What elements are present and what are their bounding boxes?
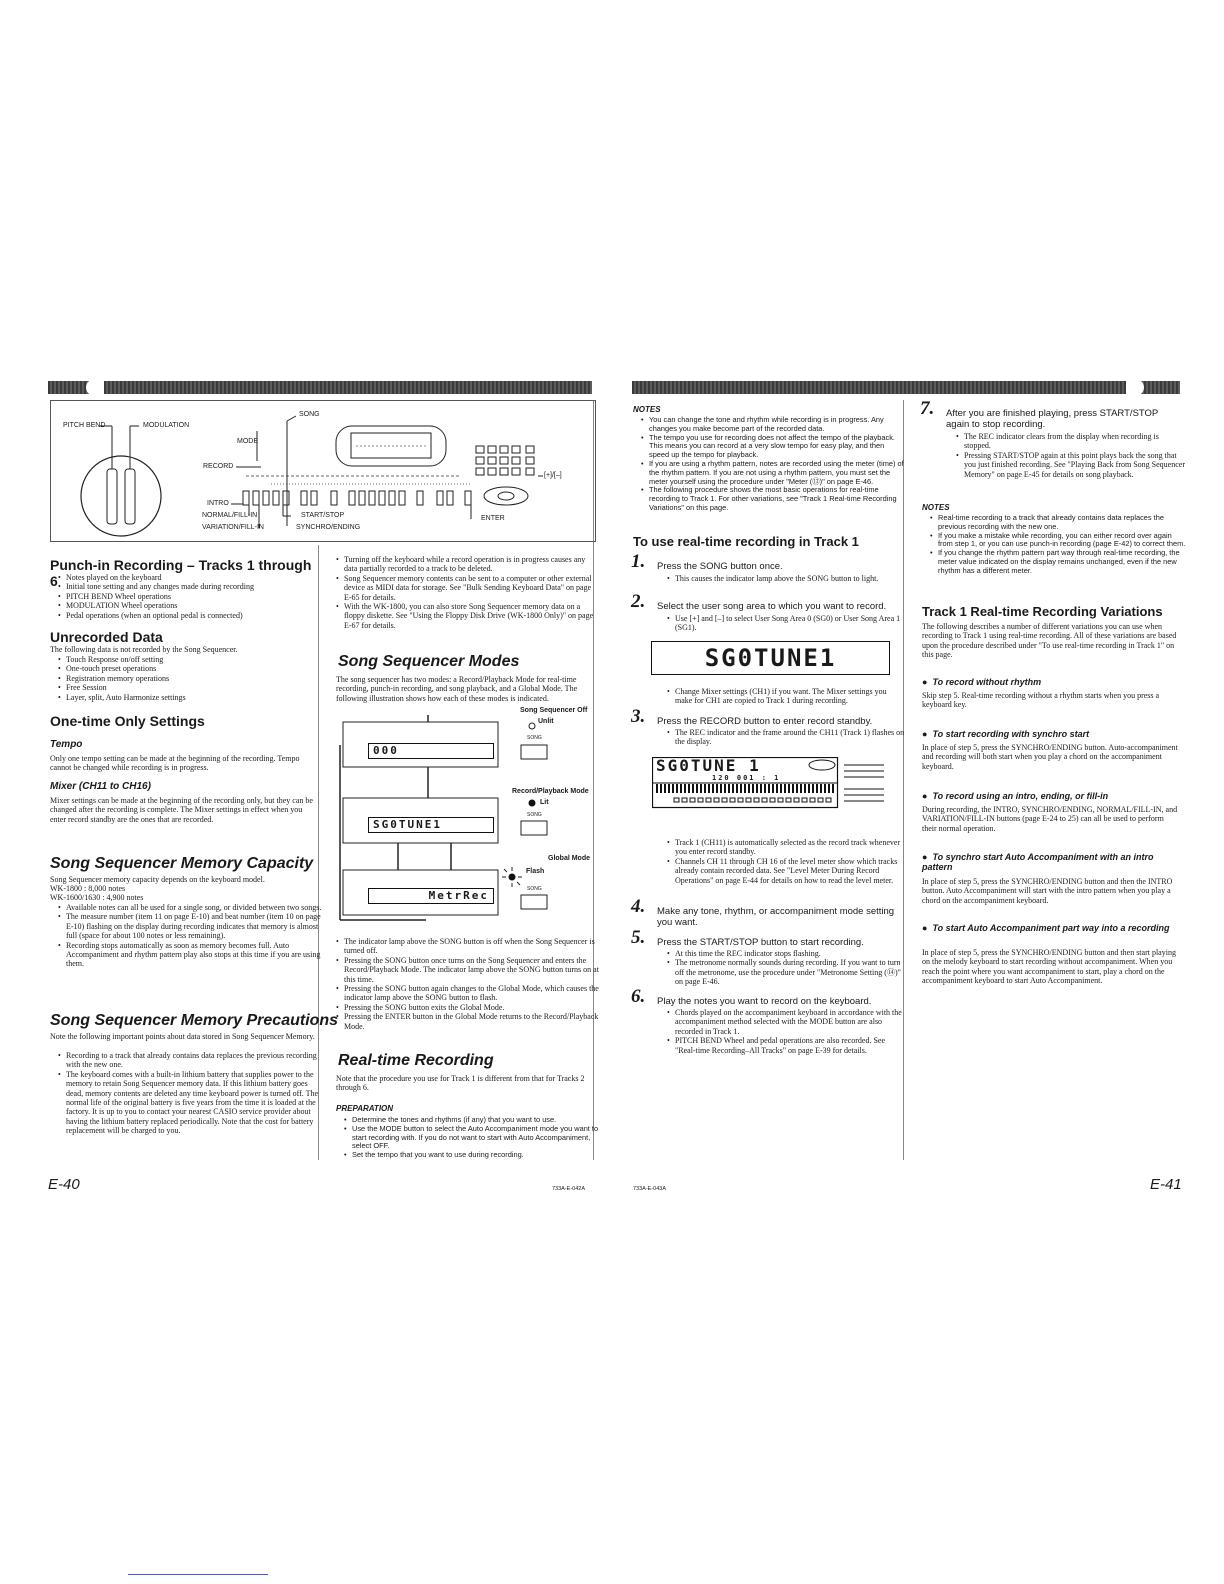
notes-list-a <box>641 416 904 513</box>
list-item: • Use [+] and [–] to select User Song Area 0 (SG0) or User Song Area 1 (SG1). <box>675 614 905 633</box>
step-3 <box>631 706 897 727</box>
lcd-record-standby: SG0TUNE 1 <box>656 756 761 775</box>
tempo-text: Only one tempo setting can be made at the beginning of the recording. Tempo cannot be changed while recording is in progress. <box>50 754 300 773</box>
variation-fill-in-label: VARIATION/FILL-IN <box>202 524 264 531</box>
precautions-heading: Song Sequencer Memory Precautions <box>50 1012 339 1029</box>
list-item: • Determine the tones and rhythms (if any) that you want to use. <box>352 1116 599 1125</box>
header-band-left-cap <box>86 379 104 396</box>
punch-in-list <box>58 573 324 620</box>
step-6 <box>631 986 897 1007</box>
song-sequencer-off-label: Song Sequencer Off <box>520 707 588 714</box>
variation-5-heading <box>922 923 1178 933</box>
lcd-global: MetrRec <box>368 888 494 904</box>
footer-link-line <box>128 1574 268 1575</box>
unrecorded-heading: Unrecorded Data <box>50 629 163 645</box>
lcd-song-area: SG0TUNE1 <box>651 641 890 675</box>
step-1 <box>631 551 897 572</box>
list-item: • Track 1 (CH11) is automatically selected as the record track whenever you enter record standby. <box>675 838 905 857</box>
step-number: 3. <box>631 706 646 727</box>
plus-minus-label: [+]/[–] <box>544 472 562 479</box>
synchro-ending-label: SYNCHRO/ENDING <box>296 524 361 531</box>
modes-heading: Song Sequencer Modes <box>338 653 520 670</box>
list-item: • The indicator lamp above the SONG button is off when the Song Sequencer is turned off. <box>344 937 599 956</box>
list-item: • Layer, split, Auto Harmonize settings <box>66 693 324 702</box>
step-number: 4. <box>631 896 646 917</box>
song-button-label: SONG <box>527 886 542 892</box>
step-text: Make any tone, rhythm, or accompaniment mode setting you want. <box>657 906 895 928</box>
list-item: • The metronome normally sounds during recording. If you want to turn off the metronome, use the procedure under "Metronome Setting (⑭)" on page E-46. <box>675 958 905 986</box>
list-item: • Turning off the keyboard while a record operation is in progress causes any data partially recorded to a track to be deleted. <box>344 555 599 574</box>
page-number-right: E-41 <box>1150 1176 1182 1193</box>
unlit-label: Unlit <box>538 718 554 725</box>
list-item: • Recording to a track that already contains data replaces the previous recording with the new one. <box>66 1051 324 1070</box>
list-item: • Pressing the SONG button once turns on the Song Sequencer and enters the Record/Playback Mode. The indicator lamp above the SONG button turns on at this time. <box>344 956 599 984</box>
notes-heading-a: NOTES <box>633 405 661 414</box>
step-2 <box>631 591 897 612</box>
list-item: • The keyboard comes with a built-in lithium battery that supplies power to the memory to retain Song Sequencer memory data. If this lithium battery goes dead, memory contents are deleted any time keyboard power is turned off. The normal life of the original battery is five years from the time it is loaded at the factory. It is up to you to contact your nearest CASIO service provider about having the lithium battery replaced periodically. Note that the cost for battery replacement will be charged to you. <box>66 1070 324 1136</box>
list-item: • Initial tone setting and any changes made during recording <box>66 582 324 591</box>
step-3-list <box>667 728 905 747</box>
list-item: • Pressing the SONG button exits the Global Mode. <box>344 1003 599 1012</box>
panel-illustration <box>51 401 595 541</box>
variation-1-text: Skip step 5. Real-time recording without a rhythm starts when you press a keyboard key. <box>922 691 1160 710</box>
preparation-heading: PREPARATION <box>336 1104 394 1113</box>
variation-3-text: During recording, the INTRO, SYNCHRO/ENDING, NORMAL/FILL-IN, and VARIATION/FILL-IN buttons (page E-24 to 25) can all be used to perform their normal operation. <box>922 805 1178 833</box>
variation-2-heading <box>922 729 1089 739</box>
pitch-bend-label: PITCH BEND <box>63 422 106 429</box>
page-number-left: E-40 <box>48 1176 80 1193</box>
realtime-heading: Real-time Recording <box>338 1052 494 1069</box>
song-button-lit[interactable] <box>521 821 547 835</box>
precautions-list <box>58 1051 324 1136</box>
list-item: • Notes played on the keyboard <box>66 573 324 582</box>
song-button-label: SONG <box>527 735 542 741</box>
list-item: • The REC indicator clears from the display when recording is stopped. <box>964 432 1186 451</box>
variation-title: To start Auto Accompaniment part way into a recording <box>932 923 1170 933</box>
list-item: • The REC indicator and the frame around the CH11 (Track 1) flashes on the display. <box>675 728 905 747</box>
list-item: • Recording stops automatically as soon as memory becomes full. Auto Accompaniment and rhythm pattern play also stops at this time if you are using them. <box>66 941 324 969</box>
step-2-after-list <box>667 687 905 706</box>
variation-5-text: In place of step 5, press the SYNCHRO/ENDING button and then start playing on the melody keyboard to start recording without accompaniment. When you reach the point where you want accompaniment to start, play a chord on the accompaniment keyboard to start Auto Accompaniment. <box>922 948 1176 986</box>
normal-fill-in-label: NORMAL/FILL-IN <box>202 512 258 519</box>
variation-4-heading <box>922 852 1178 872</box>
one-time-heading: One-time Only Settings <box>50 713 205 729</box>
bullet: ● <box>922 729 933 739</box>
lcd-tempo-measure: 120 001 : 1 <box>712 774 781 782</box>
step-text: Press the START/STOP button to start recording. <box>657 937 864 948</box>
lcd-off: 000 <box>368 743 494 759</box>
list-item: • Pressing START/STOP again at this point plays back the song that you just finished recording. See "Playing Back from Song Sequencer Memory" on page E-45 for details on song playback. <box>964 451 1186 479</box>
bullet: ● <box>922 923 933 933</box>
notes-heading-b: NOTES <box>922 503 950 512</box>
step-text: Press the SONG button once. <box>657 561 783 572</box>
step-2-list <box>667 614 905 633</box>
punch-in-heading: Punch-in Recording – Tracks 1 through 6 <box>50 557 312 589</box>
list-item: • Registration memory operations <box>66 674 324 683</box>
list-item: • The tempo you use for recording does not affect the tempo of the playback. This means you can record at a very slow tempo for easy play, and then speed up the tempo for playback. <box>649 434 904 460</box>
list-item: • If you are using a rhythm pattern, notes are recorded using the meter (time) of the rhythm pattern. If you are not using a rhythm pattern, you must set the meter yourself using the procedure under "Meter (⑬)" on page E-46. <box>649 460 904 486</box>
step-3-after-list <box>667 838 905 885</box>
record-standby-display <box>652 757 889 819</box>
record-playback-mode-label: Record/Playback Mode <box>512 788 589 795</box>
header-band-left <box>48 381 592 394</box>
capacity-heading: Song Sequencer Memory Capacity <box>50 855 314 872</box>
list-item: • Touch Response on/off setting <box>66 655 324 664</box>
song-button-label: SONG <box>527 812 542 818</box>
modulation-label: MODULATION <box>143 422 190 429</box>
unrecorded-list <box>58 655 324 702</box>
list-item: • One-touch preset operations <box>66 664 324 673</box>
capacity-list <box>58 903 324 969</box>
step-6-list <box>667 1008 905 1055</box>
global-mode-label: Global Mode <box>548 855 590 862</box>
list-item: • If you make a mistake while recording, you can either record over again from step 1, or you can use punch-in recording (page E-42) to correct them. <box>938 532 1186 550</box>
list-item: • Free Session <box>66 683 324 692</box>
list-item: • At this time the REC indicator stops flashing. <box>675 949 905 958</box>
list-item: • Pedal operations (when an optional pedal is connected) <box>66 611 324 620</box>
variations-heading: Track 1 Real-time Recording Variations <box>922 604 1163 619</box>
list-item: • Song Sequencer memory contents can be sent to a computer or other external device as MIDI data for storage. See "Bulk Sending Keyboard Data" on page E-65 for details. <box>344 574 599 602</box>
list-item: • Pressing the SONG button again changes to the Global Mode, which causes the indicator lamp above the SONG button to flash. <box>344 984 599 1003</box>
unrecorded-intro: The following data is not recorded by the Song Sequencer. <box>50 645 238 654</box>
list-item: • With the WK-1800, you can also store Song Sequencer memory data on a floppy diskette. See "Using the Floppy Disk Drive (WK-1800 Only)" on page E-67 for details. <box>344 602 599 630</box>
variation-title: To record without rhythm <box>932 677 1042 687</box>
intro-label: INTRO <box>207 500 229 507</box>
notes-list-b <box>930 514 1186 576</box>
list-item: • Chords played on the accompaniment keyboard in accordance with the accompaniment method selected with the MODE button are also recorded in Track 1. <box>675 1008 905 1036</box>
list-item: • Real-time recording to a track that already contains data replaces the previous recording with the new one. <box>938 514 1186 532</box>
variation-title: To start recording with synchro start <box>932 729 1090 739</box>
preparation-list <box>344 1116 599 1160</box>
list-item: • Available notes can all be used for a single song, or divided between two songs. <box>66 903 324 912</box>
list-item: • Channels CH 11 through CH 16 of the level meter show which tracks already contain recorded data. See "Level Meter During Record Operations" on page E-44 for details on how to read the level meter. <box>675 857 905 885</box>
middle-top-list <box>336 555 599 630</box>
step-number: 2. <box>631 591 646 612</box>
realtime-text: Note that the procedure you use for Track 1 is different from that for Tracks 2 through 6. <box>336 1074 585 1093</box>
list-item: • PITCH BEND Wheel operations <box>66 592 324 601</box>
mixer-text: Mixer settings can be made at the beginning of the recording only, but they can be changed after the recording is complete. The Mixer settings in effect when you enter record standby are the ones that are recorded. <box>50 796 313 824</box>
capacity-intro: Song Sequencer memory capacity depends on the keyboard model. <box>50 875 265 884</box>
list-item: • Set the tempo that you want to use during recording. <box>352 1151 599 1160</box>
step-7-list <box>956 432 1186 479</box>
variation-title: To record using an intro, ending, or fill-in <box>932 791 1109 801</box>
step-text: After you are finished playing, press START/STOP again to stop recording. <box>946 408 1159 430</box>
list-item: • MODULATION Wheel operations <box>66 601 324 610</box>
step-text: Select the user song area to which you want to record. <box>657 601 887 612</box>
list-item: • Use the MODE button to select the Auto Accompaniment mode you want to start recording with. If you do not want to start with Auto Accompaniment, select OFF. <box>352 1125 599 1151</box>
step-text: Play the notes you want to record on the keyboard. <box>657 996 872 1007</box>
capacity-model-1600: WK-1600/1630 : 4,900 notes <box>50 893 144 902</box>
doc-code-left: 733A-E-042A <box>552 1186 586 1192</box>
precautions-intro: Note the following important points about data stored in Song Sequencer Memory. <box>50 1032 315 1041</box>
step-7 <box>920 398 1178 430</box>
variations-text: The following describes a number of different variations you can use when recording to Track 1 using real-time recording. All of these variations are based upon the procedure described under "To use real-time recording in Track 1" on this page. <box>922 622 1177 660</box>
step-5-list <box>667 949 905 987</box>
step-number: 5. <box>631 927 646 948</box>
list-item: • Change Mixer settings (CH1) if you want. The Mixer settings you make for CH1 are copied to Track 1 during recording. <box>675 687 905 706</box>
tempo-heading: Tempo <box>50 739 83 750</box>
modes-text: The song sequencer has two modes: a Record/Playback Mode for real-time recording, punch-in recording, and song playback, and a Global Mode. The following illustration shows how each of these modes is indicated. <box>336 675 578 703</box>
keyboard-panel-diagram <box>50 400 596 542</box>
header-band-right <box>632 381 1180 394</box>
bullet: ● <box>922 791 933 801</box>
step-4 <box>631 896 897 928</box>
lcd-record: SG0TUNE1 <box>368 817 494 833</box>
start-stop-label: START/STOP <box>301 512 345 519</box>
list-item: • The following procedure shows the most basic operations for real-time recording to Track 1. For other variations, see "Track 1 Real-time Recording Variations" on this page. <box>649 486 904 512</box>
variation-4-text: In place of step 5, press the SYNCHRO/ENDING button and then the INTRO button. Auto Accompaniment will start with the intro pattern when you play a chord on the accompaniment keyboard. <box>922 877 1173 905</box>
step-1-list <box>667 574 905 583</box>
step-5 <box>631 927 897 948</box>
variation-3-heading <box>922 791 1108 801</box>
record-label: RECORD <box>203 463 234 470</box>
list-item: • This causes the indicator lamp above the SONG button to light. <box>675 574 905 583</box>
list-item: • If you change the rhythm pattern part way through real-time recording, the meter value indicated on the display remains unchanged, even if the new rhythm has a different meter. <box>938 549 1186 575</box>
song-label: SONG <box>299 411 320 418</box>
list-item: • PITCH BEND Wheel and pedal operations are also recorded. See "Real-time Recording–All Tracks" on page E-39 for details. <box>675 1036 905 1055</box>
step-number: 1. <box>631 551 646 572</box>
step-text: Press the RECORD button to enter record standby. <box>657 716 873 727</box>
song-button-flash[interactable] <box>521 895 547 909</box>
list-item: • The measure number (item 11 on page E-10) and beat number (item 10 on page E-10) flashing on the display during recording indicates that memory is almost full (space for about 100 notes or less remaining). <box>66 912 324 940</box>
mixer-heading: Mixer (CH11 to CH16) <box>50 781 151 792</box>
bullet: ● <box>922 677 933 687</box>
variation-1-heading <box>922 677 1041 687</box>
mode-label: MODE <box>237 438 258 445</box>
variation-title: To synchro start Auto Accompaniment with an intro pattern <box>922 852 1154 872</box>
modes-list <box>336 937 599 1031</box>
variation-2-text: In place of step 5, press the SYNCHRO/ENDING button. Auto-accompaniment and recording will both start when you play a chord on the accompaniment keyboard. <box>922 743 1178 771</box>
lit-label: Lit <box>540 799 549 806</box>
step-number: 6. <box>631 986 646 1007</box>
bullet: ● <box>922 852 933 862</box>
enter-label: ENTER <box>481 515 505 522</box>
capacity-model-1800: WK-1800 : 8,000 notes <box>50 884 126 893</box>
step-number: 7. <box>920 398 935 419</box>
song-button-off[interactable] <box>521 745 547 759</box>
list-item: • You can change the tone and rhythm while recording is in progress. Any changes you make become part of the recorded data. <box>649 416 904 434</box>
flash-label: Flash <box>526 868 545 875</box>
header-band-right-cap <box>1126 379 1144 396</box>
track1-heading: To use real-time recording in Track 1 <box>633 534 859 549</box>
modes-diagram <box>336 707 592 930</box>
list-item: • Pressing the ENTER button in the Global Mode returns to the Record/Playback Mode. <box>344 1012 599 1031</box>
doc-code-right: 733A-E-043A <box>633 1186 667 1192</box>
